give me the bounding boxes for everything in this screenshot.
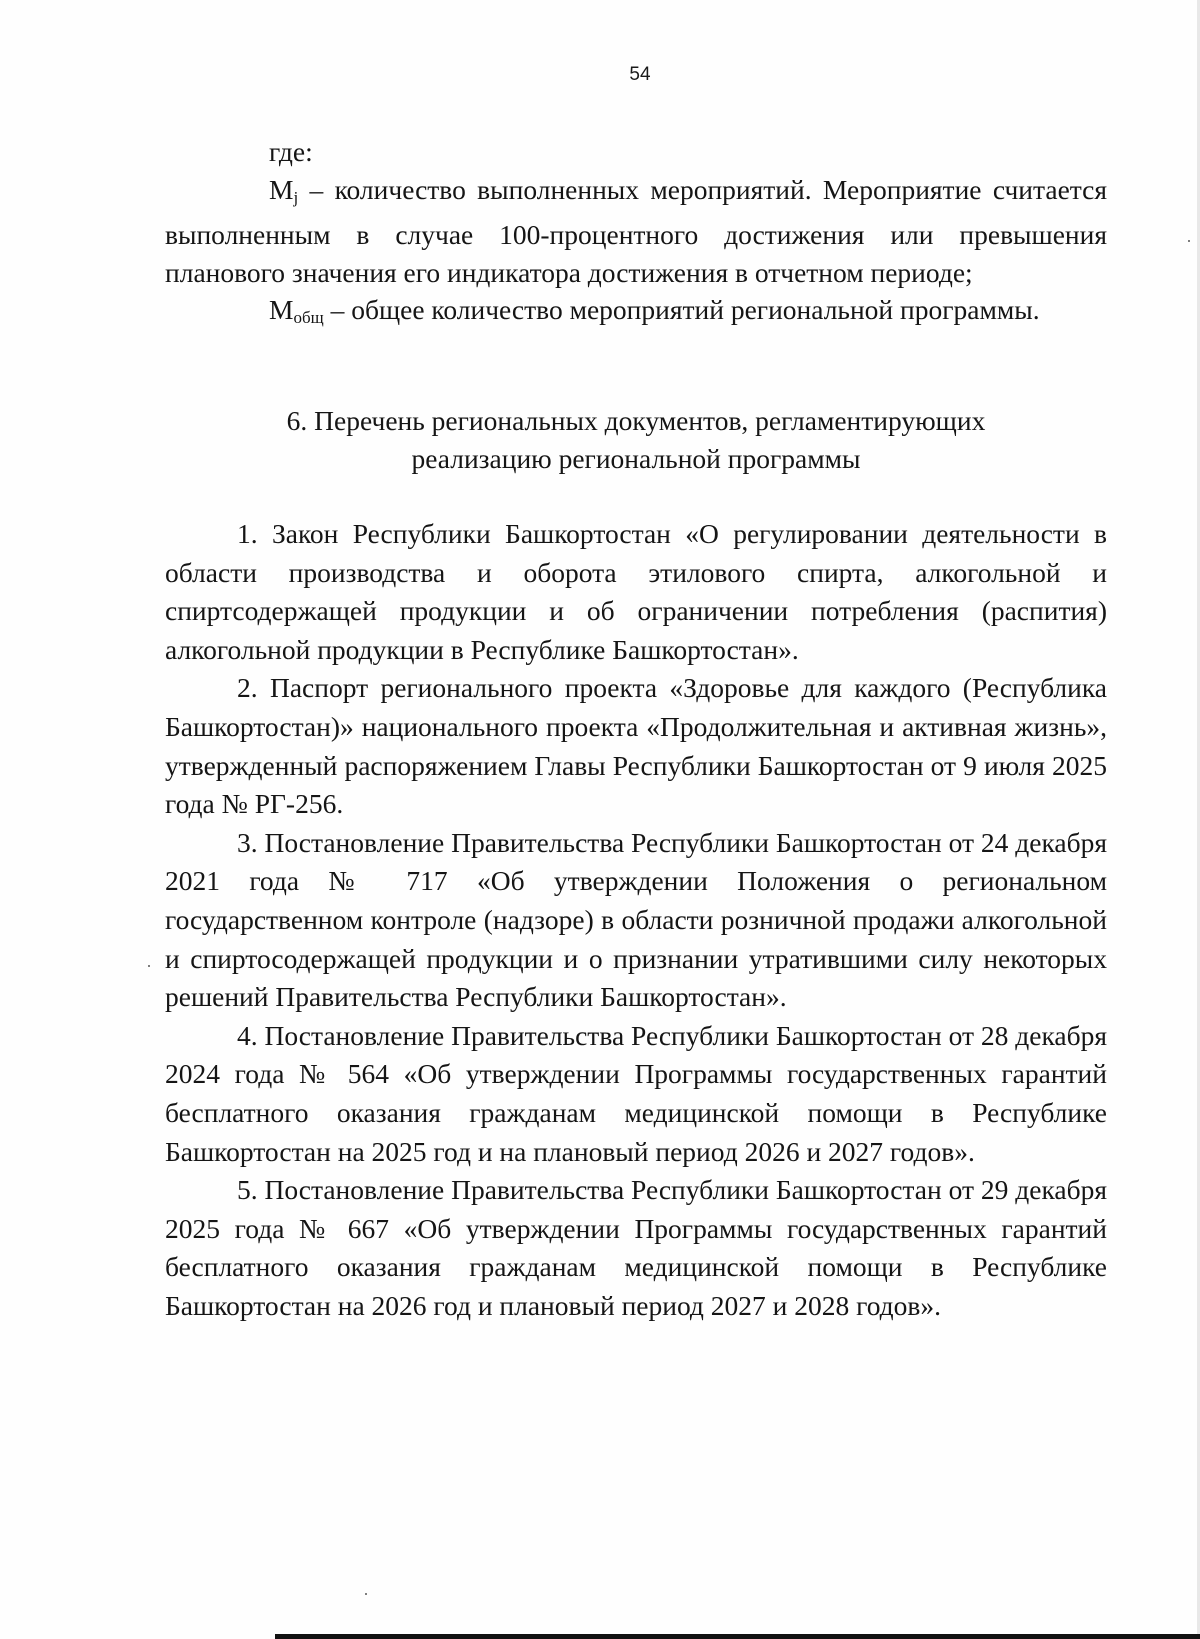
bottom-scan-edge xyxy=(275,1634,1200,1639)
document-item-3: 3. Постановление Правительства Республики Башкортостан от 24 декабря 2021 года № 717 «Об утверждении Положения о региональном государственном контроле (надзоре) в области розничной продажи алкогольной и спиртосодержащей продукции и о признании утратившими силу некоторых решений Правительства Республики Башкортостан». xyxy=(165,826,1107,1013)
mj-symbol: M xyxy=(269,173,294,205)
scan-speck xyxy=(1188,240,1190,242)
scan-speck xyxy=(365,1593,367,1595)
document-item-4: 4. Постановление Правительства Республики Башкортостан от 28 декабря 2024 года № 564 «Об утверждении Программы государственных гарантий бесплатного оказания гражданам медицинской помощи в Республике Башкортостан на 2025 год и на плановый период 2026 и 2027 годов». xyxy=(165,1019,1107,1167)
mj-definition xyxy=(165,171,1107,292)
document-item-5: 5. Постановление Правительства Республики Башкортостан от 29 декабря 2025 года № 667 «Об утверждении Программы государственных гарантий бесплатного оказания гражданам медицинской помощи в Республике Башкортостан на 2026 год и плановый период 2027 и 2028 годов». xyxy=(165,1174,1107,1321)
mj-text: – количество выполненных мероприятий. Мероприятие считается выполненным в случае 100-процентного достижения или превышения планового значения его индикатора достижения в отчетном периоде; xyxy=(165,173,1107,288)
mtotal-subscript: общ xyxy=(293,308,324,327)
documents-list xyxy=(165,515,1107,1325)
section-title-line-1: 6. Перечень региональных документов, регламентирующих xyxy=(286,405,986,436)
section-title-line-2: реализацию региональной программы xyxy=(411,443,861,474)
mtotal-symbol: M xyxy=(269,294,294,325)
scan-speck xyxy=(148,965,150,967)
page-number: 54 xyxy=(629,64,651,85)
mj-subscript: j xyxy=(293,187,299,207)
document-item-1: 1. Закон Республики Башкортостан «О регулировании деятельности в области производства и оборота этилового спирта, алкогольной и спиртсодержащей продукции и об ограничении потребления (распития) алкогольной продукции в Республике Башкортостан». xyxy=(165,518,1107,665)
mtotal-definition xyxy=(165,291,1107,337)
formula-legend xyxy=(165,133,1107,337)
document-item-2: 2. Паспорт регионального проекта «Здоровье для каждого (Республика Башкортостан)» национального проекта «Продолжительная и активная жизнь», утвержденный распоряжением Главы Республики Башкортостан от 9 июля 2025 года № РГ-256. xyxy=(165,672,1107,820)
mtotal-text: – общее количество мероприятий региональной программы. xyxy=(323,294,1040,325)
section-heading xyxy=(165,402,1107,478)
where-label: где: xyxy=(269,136,313,167)
